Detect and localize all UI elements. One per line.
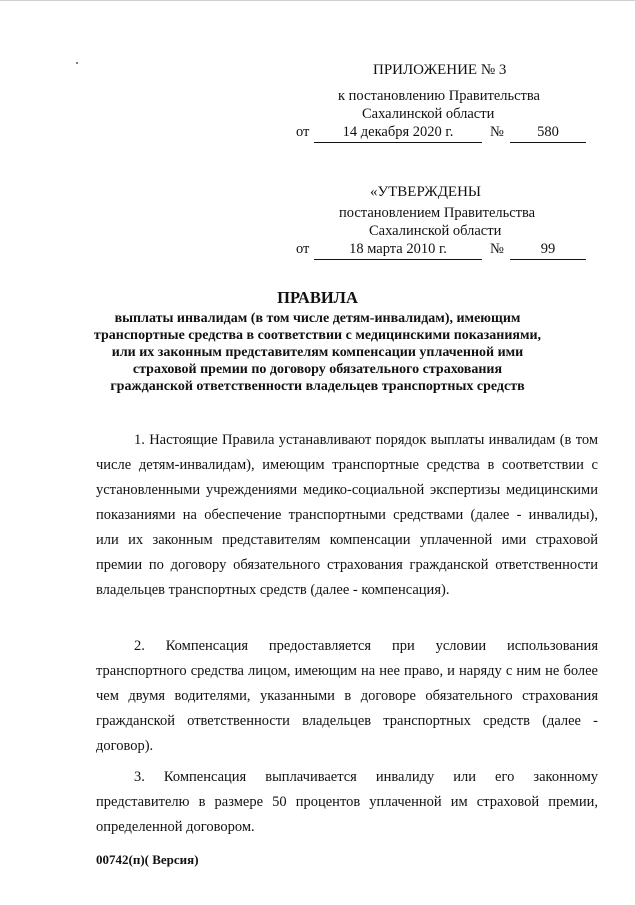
paragraph-2-text: 2. Компенсация предоставляется при условии использования транспортного средства лицом, имеющим на нее право, и наряду с ним не более чем двумя водителями, указанными в договоре обязательного страхования гражданской ответственности владельцев транспортных средств (далее - договор). [96,638,598,754]
approved-number-sign: № [490,241,504,257]
appendix-number-field: 580 [510,124,586,143]
appendix-line-1: к постановлению Правительства [338,88,540,104]
appendix-line-2: Сахалинской области [362,106,495,122]
footer-code [96,852,199,868]
title-line-5: гражданской ответственности владельцев транспортных средств [110,379,525,394]
footer-code-text: 00742(п)( Версия) [96,852,199,867]
paragraph-2 [96,634,598,759]
appendix-date-prefix: от [296,124,310,140]
title-line-3: или их законным представителям компенсации уплаченной ими [111,345,524,360]
title-line-2: транспортные средства в соответствии с медицинскими показаниями, [93,328,542,343]
appendix-date-field: 14 декабря 2020 г. [314,124,482,143]
approved-date-prefix: от [296,241,310,257]
title-line-1: выплаты инвалидам (в том числе детям-инвалидам), имеющим [114,311,521,326]
appendix-number-sign: № [490,124,504,140]
approved-line-2: Сахалинской области [369,223,502,239]
approved-line-1: постановлением Правительства [339,205,536,221]
paragraph-1-text: 1. Настоящие Правила устанавливают порядок выплаты инвалидам (в том числе детям-инвалидам), имеющим транспортные средства в соответствии с установленными учреждениями медико-социальной экспертизы медицинскими показаниями на обеспечение транспортными средствами (далее - инвалиды), или их законным представителям компенсации уплаченной ими страховой премии по договору обязательного страхования гражданской ответственности владельцев транспортных средств (далее - компенсация). [96,432,598,598]
approved-date-field: 18 марта 2010 г. [314,241,482,260]
paragraph-3 [96,765,598,840]
paragraph-3-text: 3. Компенсация выплачивается инвалиду или его законному представителю в размере 50 процентов уплаченной им страховой премии, определенной договором. [96,769,598,835]
scan-speck [76,62,78,64]
approved-heading: «УТВЕРЖДЕНЫ [370,184,482,200]
paragraph-1 [96,428,598,603]
appendix-heading: ПРИЛОЖЕНИЕ № 3 [373,62,507,78]
title-line-4: страховой премии по договору обязательного страхования [132,362,503,377]
approved-number-field: 99 [510,241,586,260]
document-title: ПРАВИЛА [277,288,358,307]
page-top-edge [0,0,635,1]
